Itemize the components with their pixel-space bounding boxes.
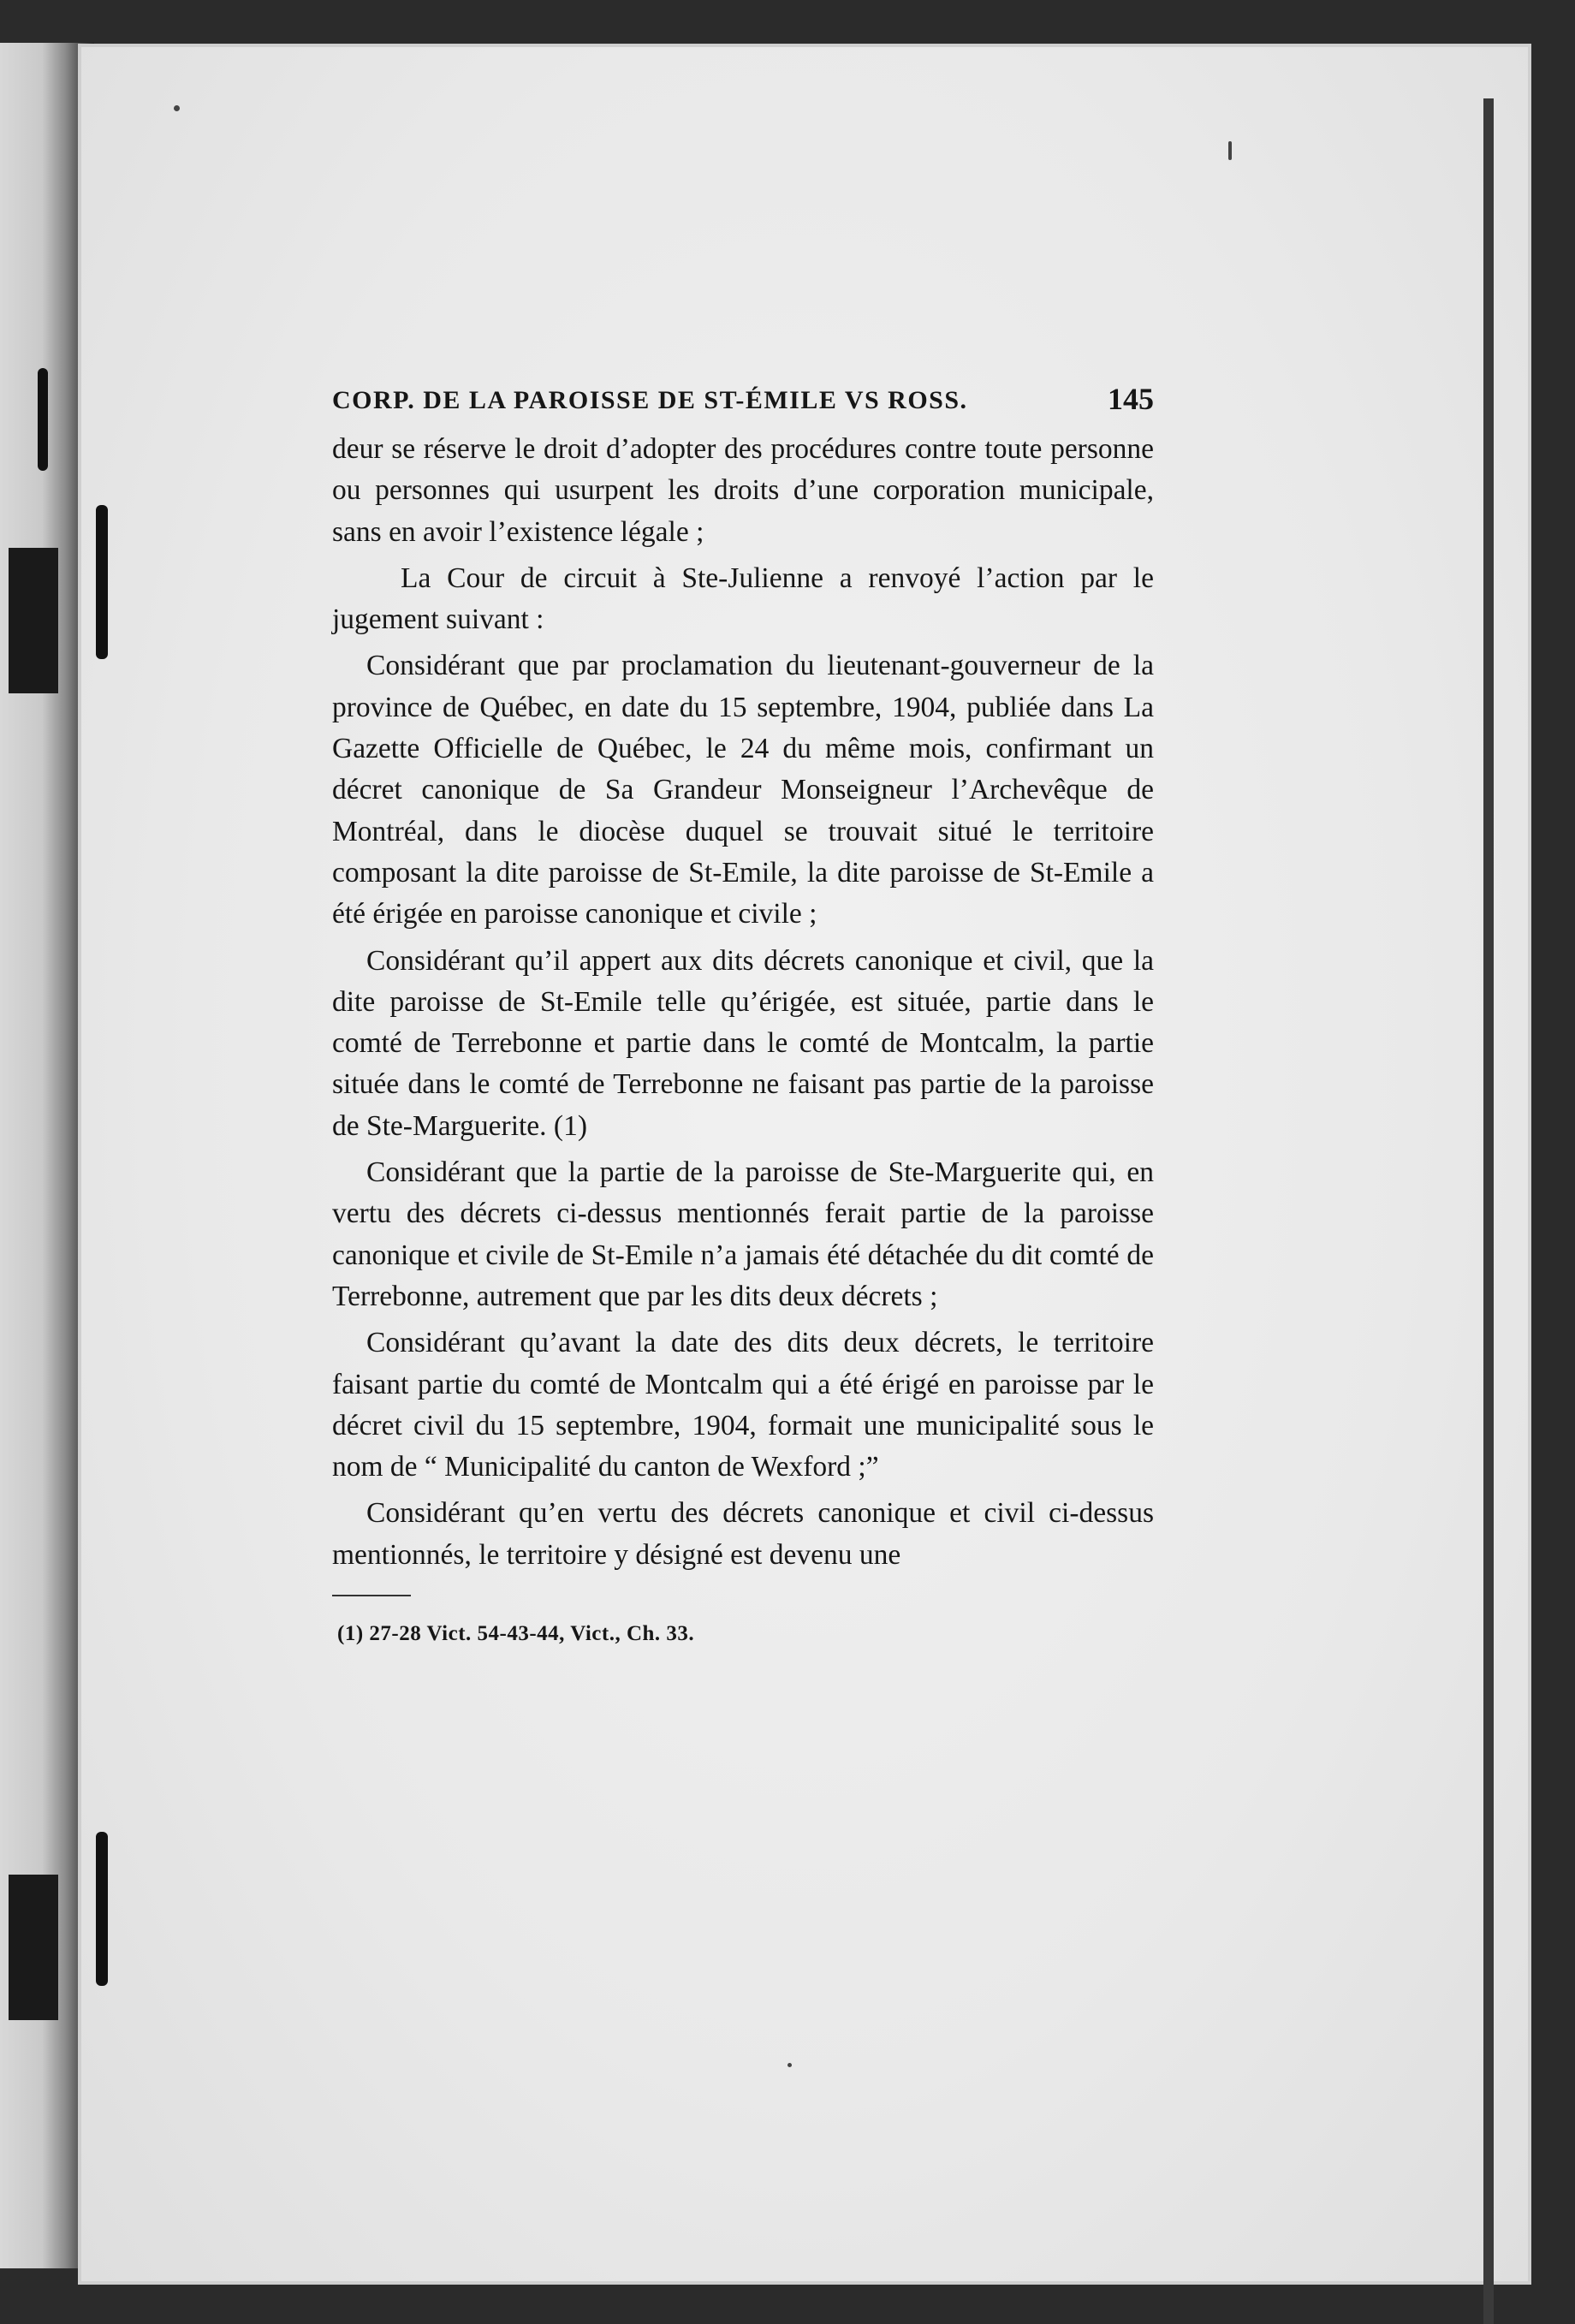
footnote: (1) 27-28 Vict. 54-43-44, Vict., Ch. 33. [337, 1622, 695, 1646]
paragraph: Considérant que la partie de la paroisse de Ste-Marguerite qui, en vertu des décrets ci-dessus mentionnés ferait partie de la paroisse canonique et civile de St-Emile n’a jamais été détachée du dit comté de Terrebonne, autrement que par les dits deux décrets ; [332, 1156, 1154, 1312]
paragraph: La Cour de circuit à Ste-Julienne a renvoyé l’action par le jugement suivant : [332, 562, 1154, 636]
body-text [332, 429, 1154, 1576]
paragraph: Considérant que par proclamation du lieutenant-gouverneur de la province de Québec, en date du 15 septembre, 1904, publiée dans La Gazette Officielle de Québec, le 24 du même mois, confirmant un décret canonique de Sa Grandeur Monseigneur l’Archevêque de Montréal, dans le diocèse duquel se trouvait situé le territoire composant la dite paroisse de St-Emile, la dite paroisse de St-Emile a été érigée en paroisse canonique et civile ; [332, 650, 1154, 930]
binding-mark [96, 1832, 108, 1986]
footnote-rule [332, 1595, 411, 1596]
paragraph: Considérant qu’en vertu des décrets canonique et civil ci-dessus mentionnés, le territoire y désigné est devenu une [332, 1497, 1154, 1571]
page-text-block [332, 381, 1154, 1646]
running-head [332, 381, 1154, 429]
paragraph: deur se réserve le droit d’adopter des procédures contre toute personne ou personnes qui usurpent les droits d’une corporation municipale, sans en avoir l’existence légale ; [332, 433, 1154, 548]
binding-mark [38, 368, 48, 471]
paper-speck [788, 2063, 792, 2067]
paragraph: Considérant qu’il appert aux dits décrets canonique et civil, que la dite paroisse de St-Emile telle qu’érigée, est située, partie dans le comté de Terrebonne et partie dans le comté de Montcalm, la partie située dans le comté de Terrebonne ne faisant pas partie de la paroisse de Ste-Marguerite. (1) [332, 944, 1154, 1142]
running-head-title: CORP. DE LA PAROISSE DE ST-ÉMILE VS ROSS. [332, 386, 968, 414]
book-binding-strip [0, 43, 94, 2268]
paragraph: Considérant qu’avant la date des dits deux décrets, le territoire faisant partie du comté de Montcalm qui a été érigé en paroisse par le décret civil du 15 septembre, 1904, formait une municipalité sous le nom de “ Municipalité du canton de Wexford ;” [332, 1327, 1154, 1483]
paper-speck [1228, 141, 1232, 160]
page-number: 145 [1108, 382, 1154, 416]
paper-speck [174, 105, 180, 111]
binding-notch [9, 1875, 58, 2020]
binding-mark [96, 505, 108, 659]
page-edge-shadow [1483, 98, 1494, 2324]
binding-notch [9, 548, 58, 693]
